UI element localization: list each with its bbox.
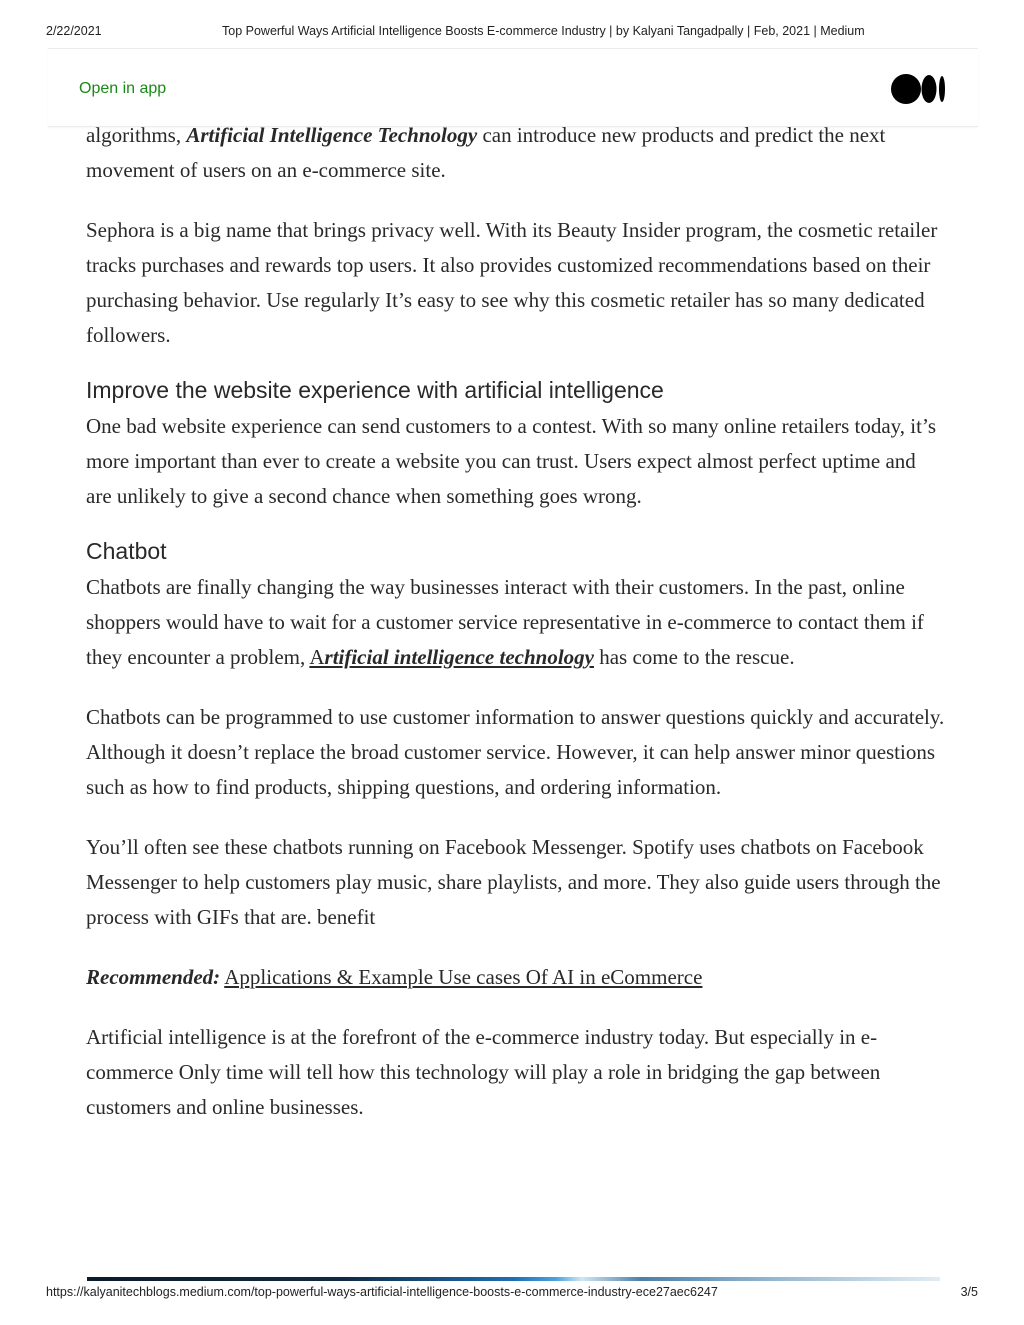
paragraph-chatbots-intro xyxy=(86,570,946,675)
next-image-top-edge xyxy=(87,1277,940,1281)
paragraph-sephora: Sephora is a big name that brings privacy well. With its Beauty Insider program, the cosmetic retailer tracks purchases and rewards top users. It also provides customized recommendations based on their purchasing behavior. Use regularly It’s easy to see why this cosmetic retailer has so many dedicated followers. xyxy=(86,218,938,347)
recommended-label: Recommended: xyxy=(86,965,221,989)
medium-logo-icon[interactable] xyxy=(891,74,947,109)
heading-website-experience: Improve the website experience with artificial intelligence xyxy=(86,377,664,403)
emphasized-term: Artificial Intelligence Technology xyxy=(186,123,478,147)
recommended-line xyxy=(86,960,946,995)
ai-technology-link[interactable] xyxy=(309,645,594,669)
paragraph-intro xyxy=(86,118,946,188)
medium-app-bar xyxy=(48,48,978,127)
paragraph-text: algorithms, xyxy=(86,123,187,147)
link-text: A xyxy=(309,645,325,669)
article-body xyxy=(86,118,946,1125)
paragraph-chatbots-programmed: Chatbots can be programmed to use customer information to answer questions quickly and accurately. Although it doesn’t replace the broad customer service. However, it can help answer minor questions such as how to find products, shipping questions, and ordering information. xyxy=(86,705,945,799)
print-footer xyxy=(0,1285,1024,1301)
paragraph-website: One bad website experience can send customers to a contest. With so many online retailers today, it’s more important than ever to create a website you can trust. Users expect almost perfect uptime and are unlikely to give a second chance when something goes wrong. xyxy=(86,414,936,508)
page-number: 3/5 xyxy=(960,1285,978,1299)
print-date: 2/22/2021 xyxy=(46,24,102,38)
print-header xyxy=(0,24,1024,40)
heading-chatbot: Chatbot xyxy=(86,538,167,564)
open-in-app-link[interactable]: Open in app xyxy=(79,80,167,97)
paragraph-text: has come to the rescue. xyxy=(593,645,795,669)
print-page-title: Top Powerful Ways Artificial Intelligence Boosts E-commerce Industry | by Kalyani Tangadpally | Feb, 2021 | Medium xyxy=(222,24,865,38)
print-url: https://kalyanitechblogs.medium.com/top-powerful-ways-artificial-intelligence-boosts-e-commerce-industry-ece27aec6247 xyxy=(46,1285,718,1299)
paragraph-facebook-messenger: You’ll often see these chatbots running on Facebook Messenger. Spotify uses chatbots on Facebook Messenger to help customers play music, share playlists, and more. They also guide users through the process with GIFs that are. benefit xyxy=(86,835,941,929)
paragraph-text: can introduce new products and predict the next movement of users on an e-commerce site. xyxy=(86,123,886,182)
recommended-link[interactable]: Applications & Example Use cases Of AI in eCommerce xyxy=(224,965,703,989)
link-text-emph: rtificial intelligence technology xyxy=(324,645,594,669)
paragraph-text: Chatbots are finally changing the way businesses interact with their customers. In the past, online shoppers would have to wait for a customer service representative in e-commerce to contact them if they encounter a problem, xyxy=(86,575,924,669)
paragraph-conclusion: Artificial intelligence is at the forefront of the e-commerce industry today. But especially in e-commerce Only time will tell how this technology will play a role in bridging the gap between customers and online businesses. xyxy=(86,1025,881,1119)
